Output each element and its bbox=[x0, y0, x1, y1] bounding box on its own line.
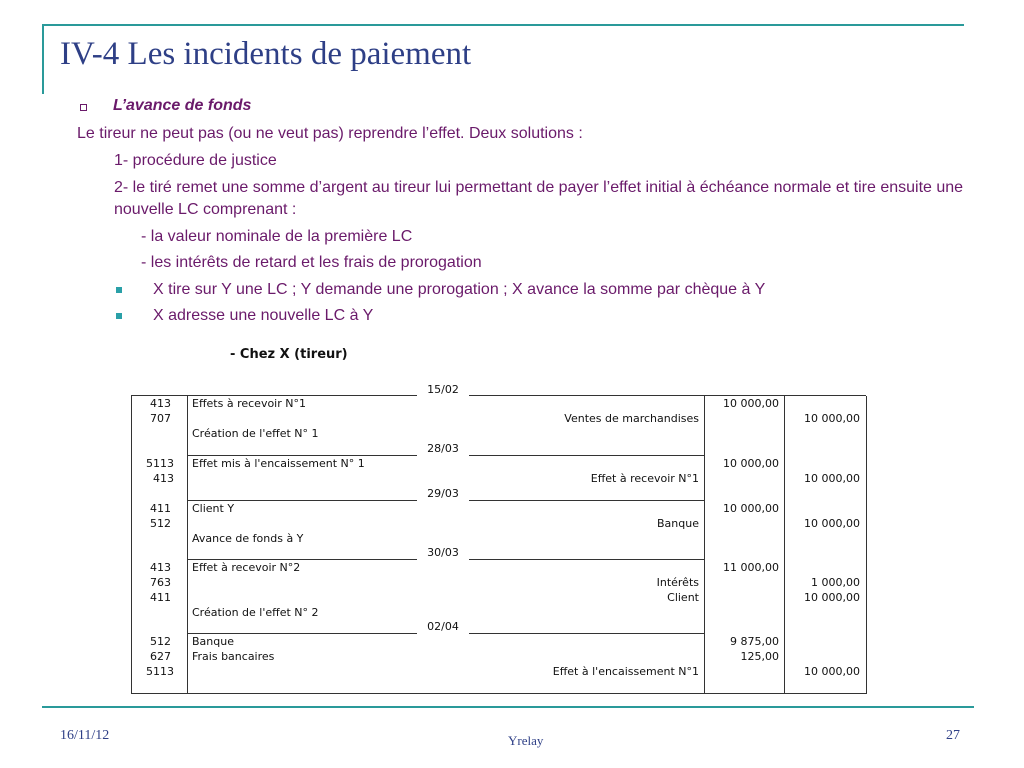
body-line-3: 2- le tiré remet une somme d’argent au tireur lui permettant de payer l’effet initial à échéance normale et tire ensuite une nouvelle LC comprenant : bbox=[114, 179, 964, 218]
debit-account-label: Effets à recevoir N°1 bbox=[192, 397, 306, 410]
body-line-2: 1- procédure de justice bbox=[114, 152, 277, 169]
body-line-5: - les intérêts de retard et les frais de prorogation bbox=[141, 254, 482, 271]
account-number: 413 bbox=[153, 472, 174, 485]
debit-account-label: Banque bbox=[192, 635, 234, 648]
bullet-item-1: X tire sur Y une LC ; Y demande une prorogation ; X avance la somme par chèque à Y bbox=[153, 281, 766, 298]
account-number: 512 bbox=[150, 517, 171, 530]
debit-amount: 10 000,00 bbox=[723, 457, 779, 470]
footer-line bbox=[42, 706, 974, 708]
debit-account-label: Effet mis à l'encaissement N° 1 bbox=[192, 457, 365, 470]
account-number: 413 bbox=[150, 561, 171, 574]
debit-account-label: Effet à recevoir N°2 bbox=[192, 561, 301, 574]
debit-amount: 10 000,00 bbox=[723, 397, 779, 410]
entry-date: 29/03 bbox=[427, 487, 459, 500]
account-number: 5113 bbox=[146, 665, 174, 678]
credit-account-label: Ventes de marchandises bbox=[564, 412, 699, 425]
account-number: 763 bbox=[150, 576, 171, 589]
entry-date: 28/03 bbox=[427, 442, 459, 455]
square-bullet-icon bbox=[116, 313, 122, 319]
bullet-item-2: X adresse une nouvelle LC à Y bbox=[153, 307, 374, 324]
entry-description: Avance de fonds à Y bbox=[192, 532, 304, 545]
debit-amount: 10 000,00 bbox=[723, 502, 779, 515]
entry-date: 15/02 bbox=[427, 383, 459, 396]
debit-account-label: Client Y bbox=[192, 502, 235, 515]
frame-top-line bbox=[42, 24, 964, 26]
account-number: 627 bbox=[150, 650, 171, 663]
credit-account-label: Effet à l'encaissement N°1 bbox=[552, 665, 699, 678]
account-number: 512 bbox=[150, 635, 171, 648]
ledger-border bbox=[866, 396, 867, 694]
credit-amount: 10 000,00 bbox=[804, 517, 860, 530]
slide-title: IV-4 Les incidents de paiement bbox=[60, 36, 472, 72]
credit-amount: 1 000,00 bbox=[811, 576, 860, 589]
date-separator-right bbox=[469, 633, 704, 634]
credit-amount: 10 000,00 bbox=[804, 472, 860, 485]
footer-date: 16/11/12 bbox=[60, 728, 110, 743]
ledger-heading: - Chez X (tireur) bbox=[230, 347, 348, 362]
date-separator-right bbox=[469, 500, 704, 501]
date-separator-right bbox=[469, 455, 704, 456]
entry-description: Création de l'effet N° 2 bbox=[192, 606, 319, 619]
date-separator-right bbox=[469, 395, 866, 396]
ledger-divider bbox=[784, 396, 785, 694]
credit-account-label: Banque bbox=[657, 517, 699, 530]
footer-author: Yrelay bbox=[508, 733, 544, 748]
body-line-1: Le tireur ne peut pas (ou ne veut pas) reprendre l’effet. Deux solutions : bbox=[77, 125, 583, 142]
subheading: L’avance de fonds bbox=[113, 97, 252, 114]
debit-amount: 9 875,00 bbox=[730, 635, 779, 648]
page-number: 27 bbox=[946, 728, 960, 743]
ledger-bottom-line bbox=[131, 693, 867, 694]
credit-account-label: Intérêts bbox=[656, 576, 699, 589]
entry-description: Création de l'effet N° 1 bbox=[192, 427, 319, 440]
credit-amount: 10 000,00 bbox=[804, 591, 860, 604]
body-line-4: - la valeur nominale de la première LC bbox=[141, 228, 413, 245]
account-number: 413 bbox=[150, 397, 171, 410]
entry-date: 30/03 bbox=[427, 546, 459, 559]
debit-amount: 125,00 bbox=[740, 650, 779, 663]
entry-date: 02/04 bbox=[427, 620, 459, 633]
account-number: 5113 bbox=[146, 457, 174, 470]
account-number: 411 bbox=[150, 591, 171, 604]
date-separator-right bbox=[469, 559, 704, 560]
credit-account-label: Client bbox=[667, 591, 699, 604]
frame-left-line bbox=[42, 24, 44, 94]
debit-account-label: Frais bancaires bbox=[192, 650, 275, 663]
credit-amount: 10 000,00 bbox=[804, 412, 860, 425]
debit-amount: 11 000,00 bbox=[723, 561, 779, 574]
square-bullet-icon bbox=[116, 287, 122, 293]
hollow-square-bullet-icon bbox=[80, 104, 87, 111]
credit-account-label: Effet à recevoir N°1 bbox=[590, 472, 699, 485]
journal-ledger bbox=[131, 378, 867, 694]
account-number: 707 bbox=[150, 412, 171, 425]
credit-amount: 10 000,00 bbox=[804, 665, 860, 678]
account-number: 411 bbox=[150, 502, 171, 515]
ledger-divider bbox=[187, 396, 188, 694]
